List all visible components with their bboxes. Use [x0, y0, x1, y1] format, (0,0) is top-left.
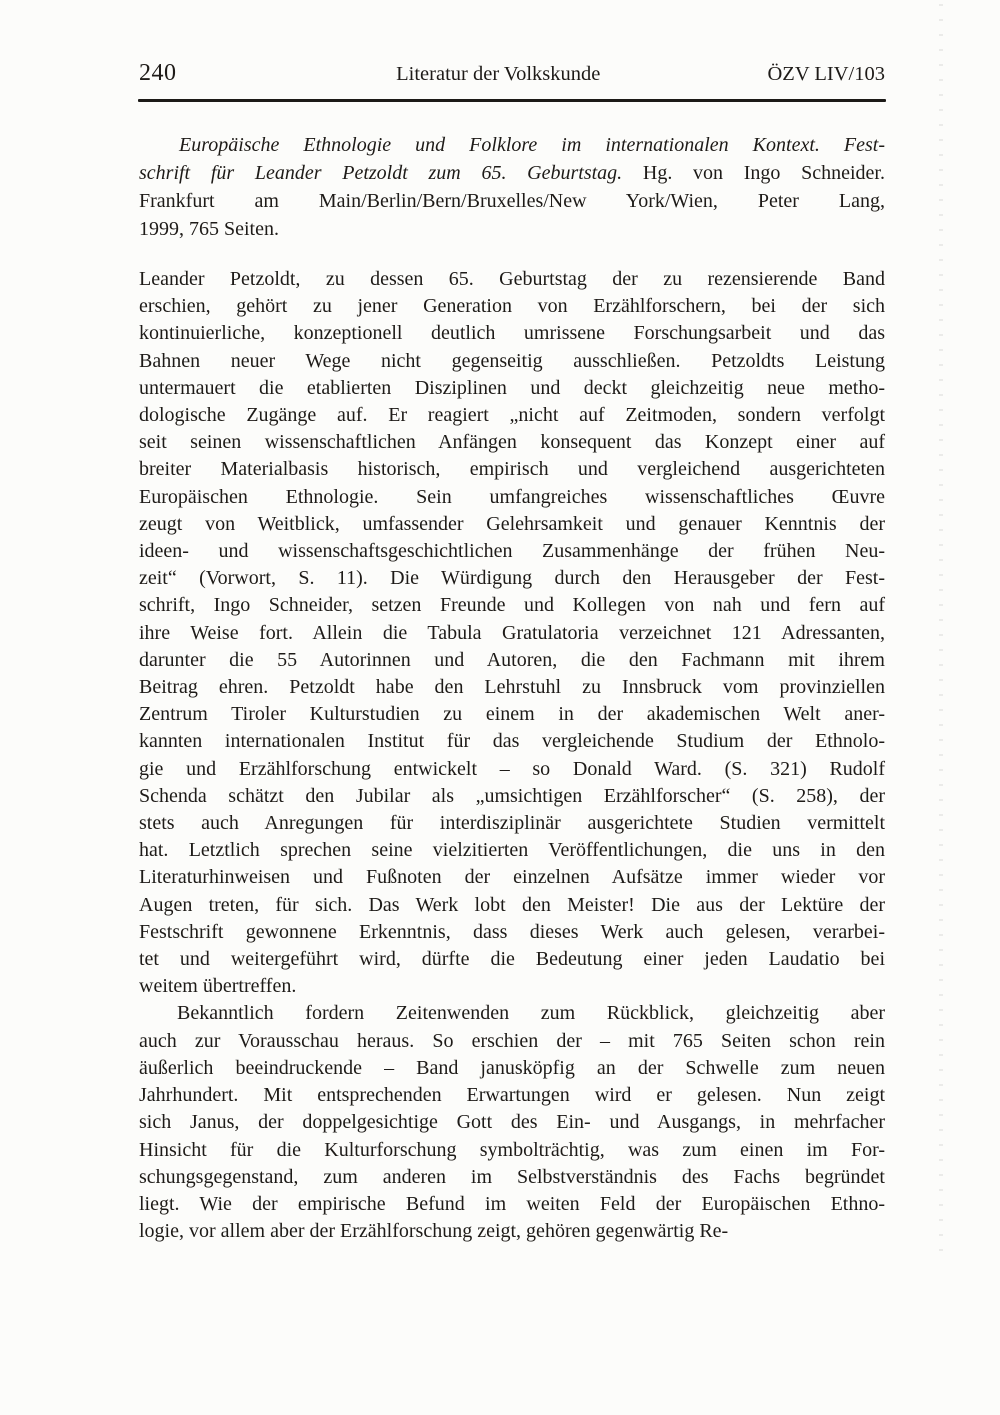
text-line: auch zur Vorausschau heraus. So erschien der – mit 765 Seiten schon rein: [139, 1029, 885, 1052]
text-line: Bekanntlich fordern Zeitenwenden zum Rückblick, gleichzeitig aber: [177, 1002, 885, 1025]
running-title: Literatur der Volkskunde: [396, 63, 601, 85]
citation-imprint-segment: Frankfurt am Main/Berlin/Bern/Bruxelles/New York/Wien, Peter Lang,: [139, 190, 885, 212]
citation-imprint-segment: 1999, 765 Seiten.: [139, 218, 279, 240]
text-line: Beitrag ehren. Petzoldt habe den Lehrstuhl zu Innsbruck vom provinziellen: [139, 676, 885, 699]
text-line: stets auch Anregungen für interdisziplinär ausgerichtete Studien vermittelt: [139, 812, 885, 835]
text-line: Literaturhinweisen und Fußnoten der einzelnen Aufsätze immer wieder vor: [139, 866, 885, 889]
header-rule: [138, 99, 886, 102]
text-line: zeit“ (Vorwort, S. 11). Die Würdigung durch den Herausgeber der Fest-: [139, 567, 885, 590]
text-line: sich Janus, der doppelgesichtige Gott des Ein- und Ausgangs, in mehrfacher: [139, 1111, 885, 1134]
body-paragraph: [139, 1000, 885, 1245]
body-paragraph: [139, 266, 885, 1000]
text-line: äußerlich beeindruckende – Band janusköpfig an der Schwelle zum neuen: [139, 1056, 885, 1079]
text-line: Bahnen neuer Wege nicht gegenseitig ausschließen. Petzoldts Leistung: [139, 349, 885, 372]
text-line: schungsgegenstand, zum anderen im Selbstverständnis des Fachs begründet: [139, 1165, 885, 1188]
text-line: Hinsicht für die Kulturforschung symbolträchtig, was zum einen im For-: [139, 1138, 885, 1161]
text-line: Schenda schätzt den Jubilar als „umsichtigen Erzählforscher“ (S. 258), der: [139, 784, 885, 807]
text-line: kannten internationalen Institut für das vergleichende Studium der Ethnolo-: [139, 730, 885, 753]
text-line: Festschrift gewonnene Erkenntnis, dass dieses Werk auch gelesen, verarbei-: [139, 920, 885, 943]
page-header: [139, 60, 885, 87]
text-line: untermauert die etablierten Disziplinen und deckt gleichzeitig neue metho-: [139, 376, 885, 399]
text-line: seit seinen wissenschaftlichen Anfängen konsequent das Konzept einer auf: [139, 431, 885, 454]
citation-line: [139, 159, 885, 187]
text-line: Augen treten, für sich. Das Werk lobt den Meister! Die aus der Lektüre der: [139, 893, 885, 916]
text-line: Leander Petzoldt, zu dessen 65. Geburtstag der zu rezensierende Band: [139, 268, 885, 290]
text-line: dologische Zugänge auf. Er reagiert „nicht auf Zeitmoden, sondern verfolgt: [139, 404, 885, 427]
text-line: Zentrum Tiroler Kulturstudien zu einem in der akademischen Welt aner-: [139, 703, 885, 726]
page-number: 240: [139, 60, 177, 86]
scan-artifact-strip: [939, 4, 943, 1254]
book-citation-paragraph: [139, 131, 885, 243]
text-line: zeugt von Weitblick, umfassender Gelehrsamkeit und genauer Kenntnis der: [139, 512, 885, 535]
citation-title-segment: schrift für Leander Petzoldt zum 65. Geburtstag.: [139, 162, 623, 184]
text-line: schrift, Ingo Schneider, setzen Freunde und Kollegen von nah und fern auf: [139, 594, 885, 617]
citation-imprint-segment: Hg. von Ingo Schneider.: [622, 162, 885, 184]
text-line: ideen- und wissenschaftsgeschichtlichen Zusammenhänge der frühen Neu-: [139, 540, 885, 563]
text-line: hat. Letztlich sprechen seine vielzitierten Veröffentlichungen, die uns in den: [139, 839, 885, 862]
text-line: gie und Erzählforschung entwickelt – so Donald Ward. (S. 321) Rudolf: [139, 757, 885, 780]
citation-line: [139, 131, 885, 159]
text-line: darunter die 55 Autorinnen und Autoren, die den Fachmann mit ihrem: [139, 648, 885, 671]
text-line: breiter Materialbasis historisch, empirisch und vergleichend ausgerichteten: [139, 458, 885, 481]
citation-line: [139, 215, 885, 243]
text-line: ihre Weise fort. Allein die Tabula Gratulatoria verzeichnet 121 Adressanten,: [139, 621, 885, 644]
journal-reference: ÖZV LIV/103: [767, 63, 885, 85]
review-body-text: [139, 266, 885, 1245]
text-line: liegt. Wie der empirische Befund im weiten Feld der Europäischen Ethno-: [139, 1192, 885, 1215]
text-line: weitem übertreffen.: [139, 975, 297, 998]
text-line: Jahrhundert. Mit entsprechenden Erwartungen wird er gelesen. Nun zeigt: [139, 1084, 885, 1107]
citation-title-segment: Europäische Ethnologie und Folklore im internationalen Kontext. Fest-: [179, 134, 885, 156]
text-line: erschien, gehört zu jener Generation von Erzählforschern, bei der sich: [139, 295, 885, 318]
text-line: logie, vor allem aber der Erzählforschung zeigt, gehören gegenwärtig Re-: [139, 1220, 729, 1243]
text-line: kontinuierliche, konzeptionell deutlich umrissene Forschungsarbeit und das: [139, 322, 885, 345]
citation-line: [139, 187, 885, 215]
text-line: Europäischen Ethnologie. Sein umfangreiches wissenschaftliches Œuvre: [139, 485, 885, 508]
text-line: tet und weitergeführt wird, dürfte die Bedeutung einer jeden Laudatio bei: [139, 948, 885, 971]
